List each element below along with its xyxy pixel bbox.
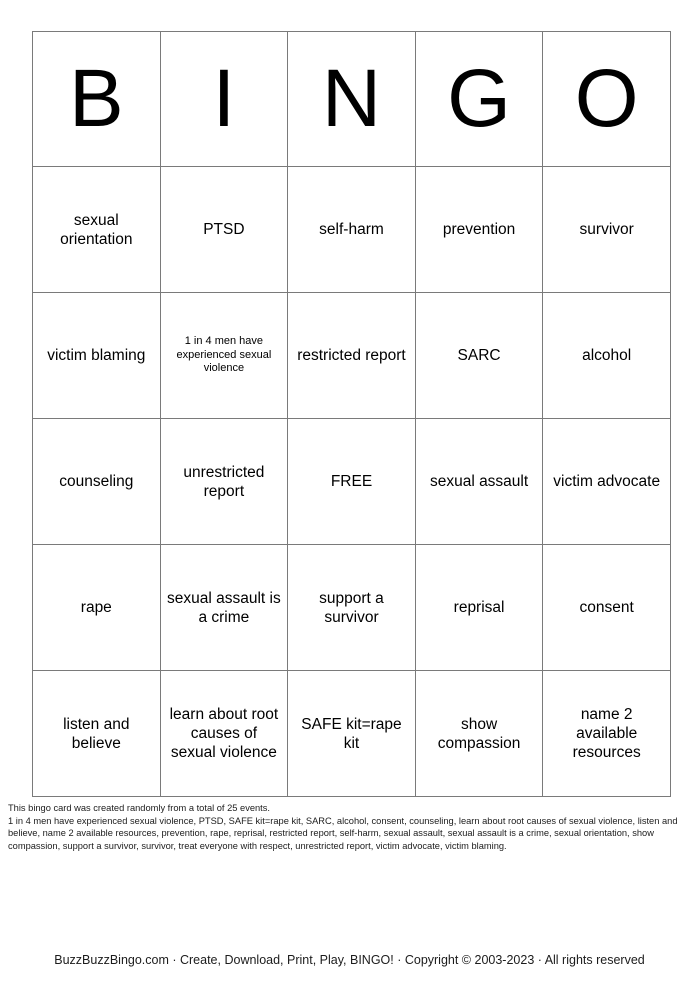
- bingo-cell[interactable]: [160, 293, 288, 419]
- bingo-cell[interactable]: [33, 545, 161, 671]
- bingo-cell-free[interactable]: [288, 419, 416, 545]
- bingo-header-letter: G: [447, 53, 511, 144]
- bingo-cell[interactable]: [33, 671, 161, 797]
- bingo-cell[interactable]: [33, 293, 161, 419]
- bingo-cell-label: 1 in 4 men have experienced sexual violence: [176, 335, 272, 375]
- bingo-cell[interactable]: [543, 167, 671, 293]
- bingo-grid: [32, 31, 671, 797]
- bingo-cell-label: PTSD: [203, 221, 245, 238]
- bingo-cell[interactable]: [415, 293, 543, 419]
- bingo-cell[interactable]: [160, 671, 288, 797]
- bingo-cell[interactable]: [415, 671, 543, 797]
- bingo-header-letter: N: [321, 53, 382, 144]
- bingo-cell-label: show compassion: [437, 715, 521, 752]
- bingo-cell-label: support a survivor: [319, 589, 384, 626]
- bingo-row: [33, 293, 671, 419]
- bingo-cell-label: reprisal: [453, 599, 505, 616]
- bingo-cell-label: self-harm: [319, 221, 384, 238]
- bingo-free-space-label: FREE: [330, 473, 373, 490]
- bingo-cell[interactable]: [33, 167, 161, 293]
- bingo-cell-label: alcohol: [582, 347, 632, 364]
- bingo-header-letter: O: [574, 53, 639, 144]
- bingo-cell[interactable]: [33, 419, 161, 545]
- bingo-cell-label: learn about root causes of sexual violence: [169, 706, 279, 761]
- bingo-cell-label: sexual orientation: [60, 211, 133, 248]
- bingo-cell-label: survivor: [579, 221, 634, 238]
- bingo-cell[interactable]: [160, 419, 288, 545]
- bingo-header-letter: B: [68, 53, 124, 144]
- bingo-cell[interactable]: [288, 671, 416, 797]
- site-footer: [0, 952, 699, 968]
- bingo-cell-label: SARC: [457, 347, 501, 364]
- bingo-cell-label: sexual assault: [429, 473, 529, 490]
- card-notes-summary: This bingo card was created randomly from a total of 25 events.: [8, 803, 270, 813]
- bingo-cell[interactable]: [415, 419, 543, 545]
- bingo-cell[interactable]: [543, 293, 671, 419]
- bingo-cell[interactable]: [160, 167, 288, 293]
- bingo-header-row: [33, 32, 671, 167]
- site-footer-text: BuzzBuzzBingo.com · Create, Download, Print, Play, BINGO! · Copyright © 2003-2023 · All rights reserved: [54, 953, 645, 967]
- bingo-header-cell-i: [160, 32, 288, 167]
- bingo-cell-label: SAFE kit=rape kit: [301, 715, 402, 752]
- bingo-header-letter: I: [212, 53, 236, 144]
- bingo-row: [33, 419, 671, 545]
- bingo-cell-label: counseling: [59, 473, 134, 490]
- card-notes: [8, 802, 692, 852]
- bingo-cell[interactable]: [415, 167, 543, 293]
- bingo-cell-label: prevention: [442, 221, 516, 238]
- bingo-cell[interactable]: [288, 167, 416, 293]
- bingo-cell-label: restricted report: [297, 347, 406, 364]
- bingo-cell[interactable]: [543, 671, 671, 797]
- bingo-cell-label: consent: [579, 599, 634, 616]
- bingo-cell-label: listen and believe: [63, 715, 130, 752]
- bingo-row: [33, 671, 671, 797]
- bingo-cell-label: sexual assault is a crime: [167, 589, 281, 626]
- bingo-cell[interactable]: [288, 545, 416, 671]
- bingo-cell-label: rape: [80, 599, 112, 616]
- bingo-cell[interactable]: [415, 545, 543, 671]
- bingo-cell-label: name 2 available resources: [572, 706, 641, 761]
- bingo-cell[interactable]: [288, 293, 416, 419]
- bingo-cell[interactable]: [543, 545, 671, 671]
- bingo-cell[interactable]: [543, 419, 671, 545]
- bingo-cell[interactable]: [160, 545, 288, 671]
- bingo-cell-label: victim advocate: [553, 473, 661, 490]
- bingo-header-cell-g: [415, 32, 543, 167]
- bingo-header-cell-o: [543, 32, 671, 167]
- bingo-row: [33, 167, 671, 293]
- card-notes-event-list: 1 in 4 men have experienced sexual violence, PTSD, SAFE kit=rape kit, SARC, alcohol, consent, counseling, learn about root causes of sexual violence, listen and believe, name 2 available resources, prevention, rape, reprisal, restricted report, self-harm, sexual assault, sexual assault is a crime, sexual orientation, show compassion, support a survivor, survivor, treat everyone with respect, unrestricted report, victim advocate, victim blaming.: [8, 815, 678, 851]
- bingo-cell-label: unrestricted report: [183, 463, 265, 500]
- bingo-grid-body: [33, 32, 671, 797]
- bingo-cell-label: victim blaming: [47, 347, 146, 364]
- bingo-row: [33, 545, 671, 671]
- bingo-header-cell-n: [288, 32, 416, 167]
- bingo-header-cell-b: [33, 32, 161, 167]
